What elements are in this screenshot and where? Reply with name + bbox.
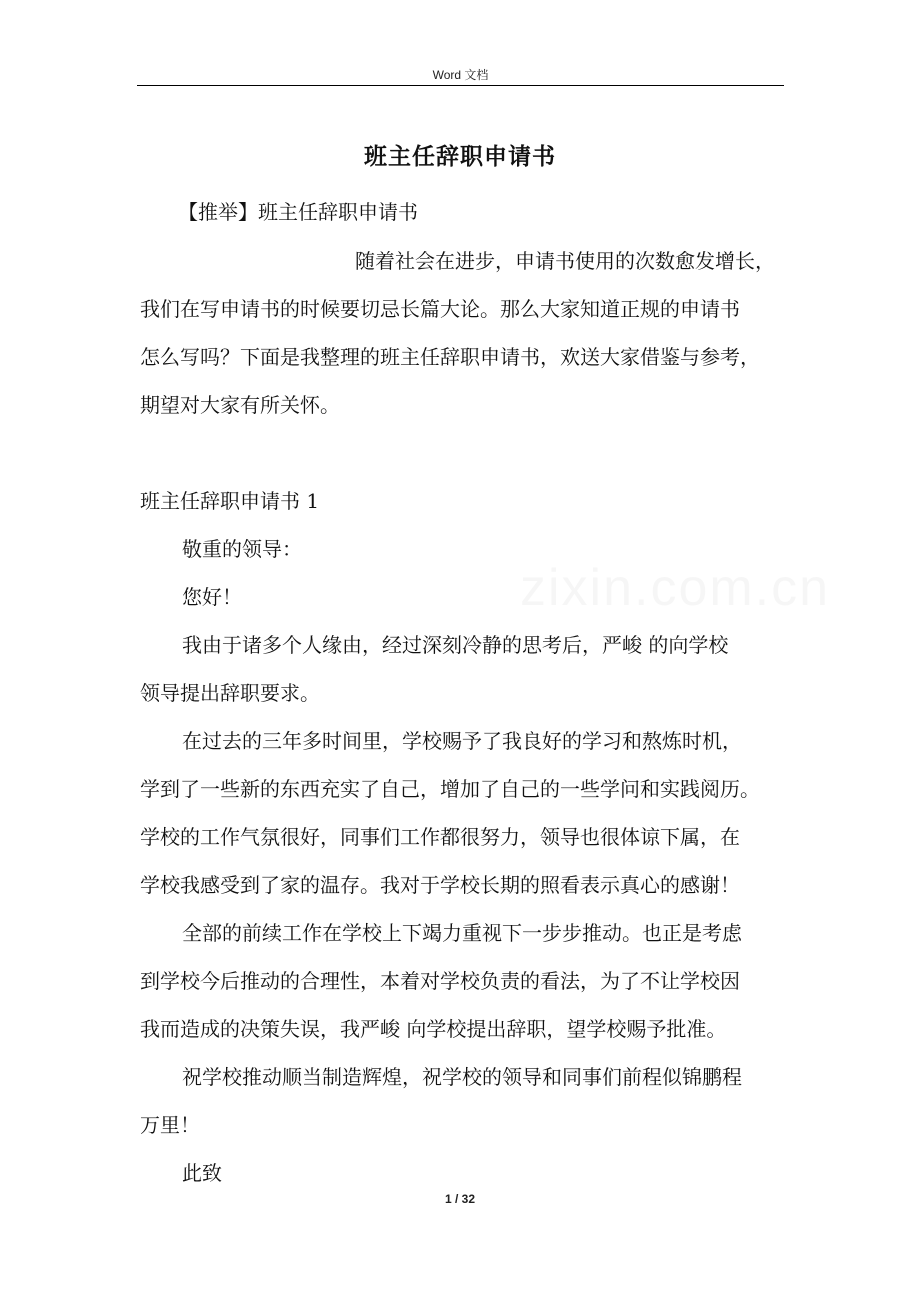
body-line: 学校我感受到了家的温存。我对于学校长期的照看表示真心的感谢！	[140, 873, 740, 897]
body-line: 全部的前续工作在学校上下竭力重视下一步步推动。也正是考虑	[182, 921, 742, 945]
section-heading: 班主任辞职申请书 1	[140, 489, 320, 513]
header-rule	[137, 85, 784, 86]
body-line: 我而造成的决策失误，我严峻 向学校提出辞职，望学校赐予批准。	[140, 1017, 727, 1041]
greeting: 您好！	[182, 585, 242, 609]
body-line: 领导提出辞职要求。	[140, 681, 320, 705]
intro-line-4: 期望对大家有所关怀。	[140, 393, 340, 417]
page-header: Word 文档	[432, 68, 489, 82]
subtitle-line: 【推举】班主任辞职申请书	[178, 200, 418, 224]
body-line: 在过去的三年多时间里，学校赐予了我良好的学习和熬炼时机，	[182, 729, 742, 753]
body-line: 到学校今后推动的合理性，本着对学校负责的看法，为了不让学校因	[140, 969, 740, 993]
intro-line-1: 随着社会在进步，申请书使用的次数愈发增长，	[355, 249, 775, 273]
intro-line-3: 怎么写吗？下面是我整理的班主任辞职申请书，欢送大家借鉴与参考，	[140, 345, 760, 369]
body-line: 万里！	[140, 1113, 200, 1137]
body-line: 学到了一些新的东西充实了自己，增加了自己的一些学问和实践阅历。	[140, 777, 760, 801]
intro-line-2: 我们在写申请书的时候要切忌长篇大论。那么大家知道正规的申请书	[140, 297, 740, 321]
document-title: 班主任辞职申请书	[364, 143, 556, 170]
closing-line: 此致	[182, 1161, 222, 1185]
body-line: 我由于诸多个人缘由，经过深刻冷静的思考后，严峻 的向学校	[182, 633, 729, 657]
salutation: 敬重的领导：	[182, 537, 302, 561]
page-number: 1 / 32	[444, 1192, 476, 1206]
watermark	[520, 558, 830, 618]
body-line: 祝学校推动顺当制造辉煌，祝学校的领导和同事们前程似锦鹏程	[182, 1065, 742, 1089]
body-line: 学校的工作气氛很好，同事们工作都很努力，领导也很体谅下属，在	[140, 825, 740, 849]
